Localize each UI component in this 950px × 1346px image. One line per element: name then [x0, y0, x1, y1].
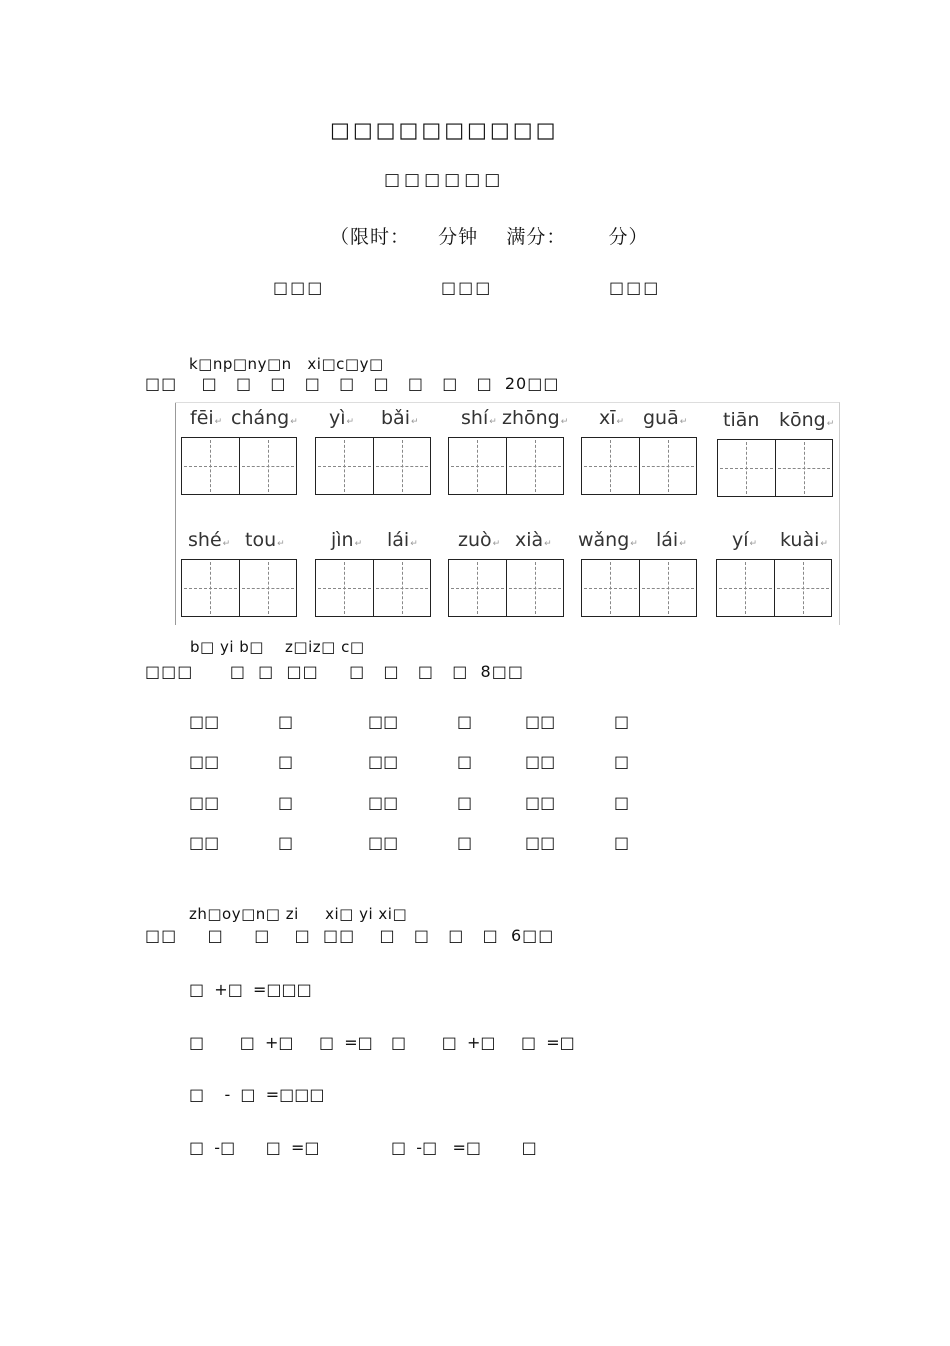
answer-blank[interactable]: □ — [614, 833, 630, 852]
section1-pinyin: k□np□ny□n xi□c□y□ — [189, 355, 384, 373]
pinyin-label: bǎi↵ — [381, 407, 419, 429]
pinyin-label: kuài↵ — [780, 529, 828, 551]
pinyin-label: jìn↵ — [331, 529, 363, 551]
section3-heading: □□ □ □ □ □□ □ □ □ □ 6□□ — [145, 926, 555, 945]
answer-blank[interactable]: □ — [457, 712, 473, 731]
pinyin-label: lái↵ — [387, 529, 418, 551]
tianzige-box[interactable] — [581, 559, 697, 617]
word-item: □□ — [368, 833, 399, 852]
word-item: □□ — [525, 752, 556, 771]
writing-cell[interactable] — [240, 560, 297, 616]
tianzige-box[interactable] — [716, 559, 832, 617]
writing-cell[interactable] — [507, 438, 564, 494]
page-title: □□□□□□□□□□ — [330, 118, 559, 142]
writing-cell[interactable] — [640, 438, 697, 494]
tianzige-box[interactable] — [717, 439, 833, 497]
section3-pinyin: zh□oy□n□ zi xi□ yi xi□ — [189, 905, 408, 923]
pinyin-label: lái↵ — [656, 529, 687, 551]
writing-cell[interactable] — [717, 560, 775, 616]
writing-cell[interactable] — [182, 560, 240, 616]
section2-pinyin: b□ yi b□ z□iz□ c□ — [190, 638, 365, 656]
answer-blank[interactable]: □ — [614, 793, 630, 812]
pinyin-label: yí↵ — [732, 529, 758, 551]
answer-blank[interactable]: □ — [278, 712, 294, 731]
answer-blank[interactable]: □ — [457, 833, 473, 852]
word-item: □□ — [525, 712, 556, 731]
tianzige-box[interactable] — [315, 559, 431, 617]
answer-blank[interactable]: □ — [614, 712, 630, 731]
writing-cell[interactable] — [374, 560, 431, 616]
word-item: □□ — [368, 793, 399, 812]
time-limit-line: （限时： 分钟 满分： 分） — [330, 226, 649, 248]
word-item: □□ — [189, 833, 220, 852]
pinyin-label: tou↵ — [245, 529, 285, 551]
pinyin-label: zuò↵ — [458, 529, 501, 551]
answer-blank[interactable]: □ — [457, 752, 473, 771]
tianzige-box[interactable] — [181, 437, 297, 495]
answer-blank[interactable]: □ — [457, 793, 473, 812]
writing-cell[interactable] — [316, 560, 374, 616]
equation-1: □ +□ =□□□ — [189, 980, 312, 999]
writing-cell[interactable] — [240, 438, 297, 494]
writing-cell[interactable] — [182, 438, 240, 494]
word-item: □□ — [525, 833, 556, 852]
section1-heading: □□ □ □ □ □ □ □ □ □ □ 20□□ — [145, 374, 560, 393]
writing-cell[interactable] — [775, 560, 832, 616]
pinyin-label: fēi↵ — [190, 407, 223, 429]
pinyin-label: xī↵ — [599, 407, 625, 429]
pinyin-label: yì↵ — [329, 407, 355, 429]
writing-cell[interactable] — [507, 560, 564, 616]
info-field-2: □□□ — [441, 278, 493, 297]
equation-4b: □ -□ =□ □ — [391, 1138, 537, 1157]
writing-cell[interactable] — [449, 560, 507, 616]
answer-blank[interactable]: □ — [278, 752, 294, 771]
writing-cell[interactable] — [776, 440, 833, 496]
answer-blank[interactable]: □ — [278, 793, 294, 812]
writing-cell[interactable] — [582, 438, 640, 494]
word-item: □□ — [189, 712, 220, 731]
pinyin-writing-panel — [175, 402, 840, 625]
pinyin-label: zhōng↵ — [502, 407, 569, 429]
equation-2b: □ □ +□ □ =□ — [391, 1033, 575, 1052]
pinyin-label: xià↵ — [515, 529, 552, 551]
writing-cell[interactable] — [316, 438, 374, 494]
writing-cell[interactable] — [640, 560, 697, 616]
answer-blank[interactable]: □ — [614, 752, 630, 771]
writing-cell[interactable] — [374, 438, 431, 494]
equation-3: □ - □ =□□□ — [189, 1085, 325, 1104]
word-item: □□ — [525, 793, 556, 812]
answer-blank[interactable]: □ — [278, 833, 294, 852]
pinyin-label: tiān — [723, 409, 760, 431]
pinyin-label: cháng↵ — [231, 407, 298, 429]
word-item: □□ — [189, 793, 220, 812]
word-item: □□ — [189, 752, 220, 771]
word-item: □□ — [368, 752, 399, 771]
tianzige-box[interactable] — [315, 437, 431, 495]
tianzige-box[interactable] — [448, 559, 564, 617]
tianzige-box[interactable] — [581, 437, 697, 495]
word-item: □□ — [368, 712, 399, 731]
pinyin-label: shé↵ — [188, 529, 231, 551]
page-subtitle: □□□□□□ — [384, 170, 505, 190]
pinyin-label: kōng↵ — [779, 409, 835, 431]
section2-heading: □□□ □ □ □□ □ □ □ □ 8□□ — [145, 662, 524, 681]
writing-cell[interactable] — [582, 560, 640, 616]
tianzige-box[interactable] — [448, 437, 564, 495]
panel-margin-line — [175, 403, 179, 625]
tianzige-box[interactable] — [181, 559, 297, 617]
writing-cell[interactable] — [718, 440, 776, 496]
info-field-1: □□□ — [273, 278, 325, 297]
equation-4a: □ -□ □ =□ — [189, 1138, 320, 1157]
pinyin-label: shí↵ — [461, 407, 497, 429]
info-field-3: □□□ — [609, 278, 661, 297]
pinyin-label: wǎng↵ — [578, 529, 638, 551]
equation-2a: □ □ +□ □ =□ — [189, 1033, 373, 1052]
pinyin-label: guā↵ — [643, 407, 688, 429]
writing-cell[interactable] — [449, 438, 507, 494]
